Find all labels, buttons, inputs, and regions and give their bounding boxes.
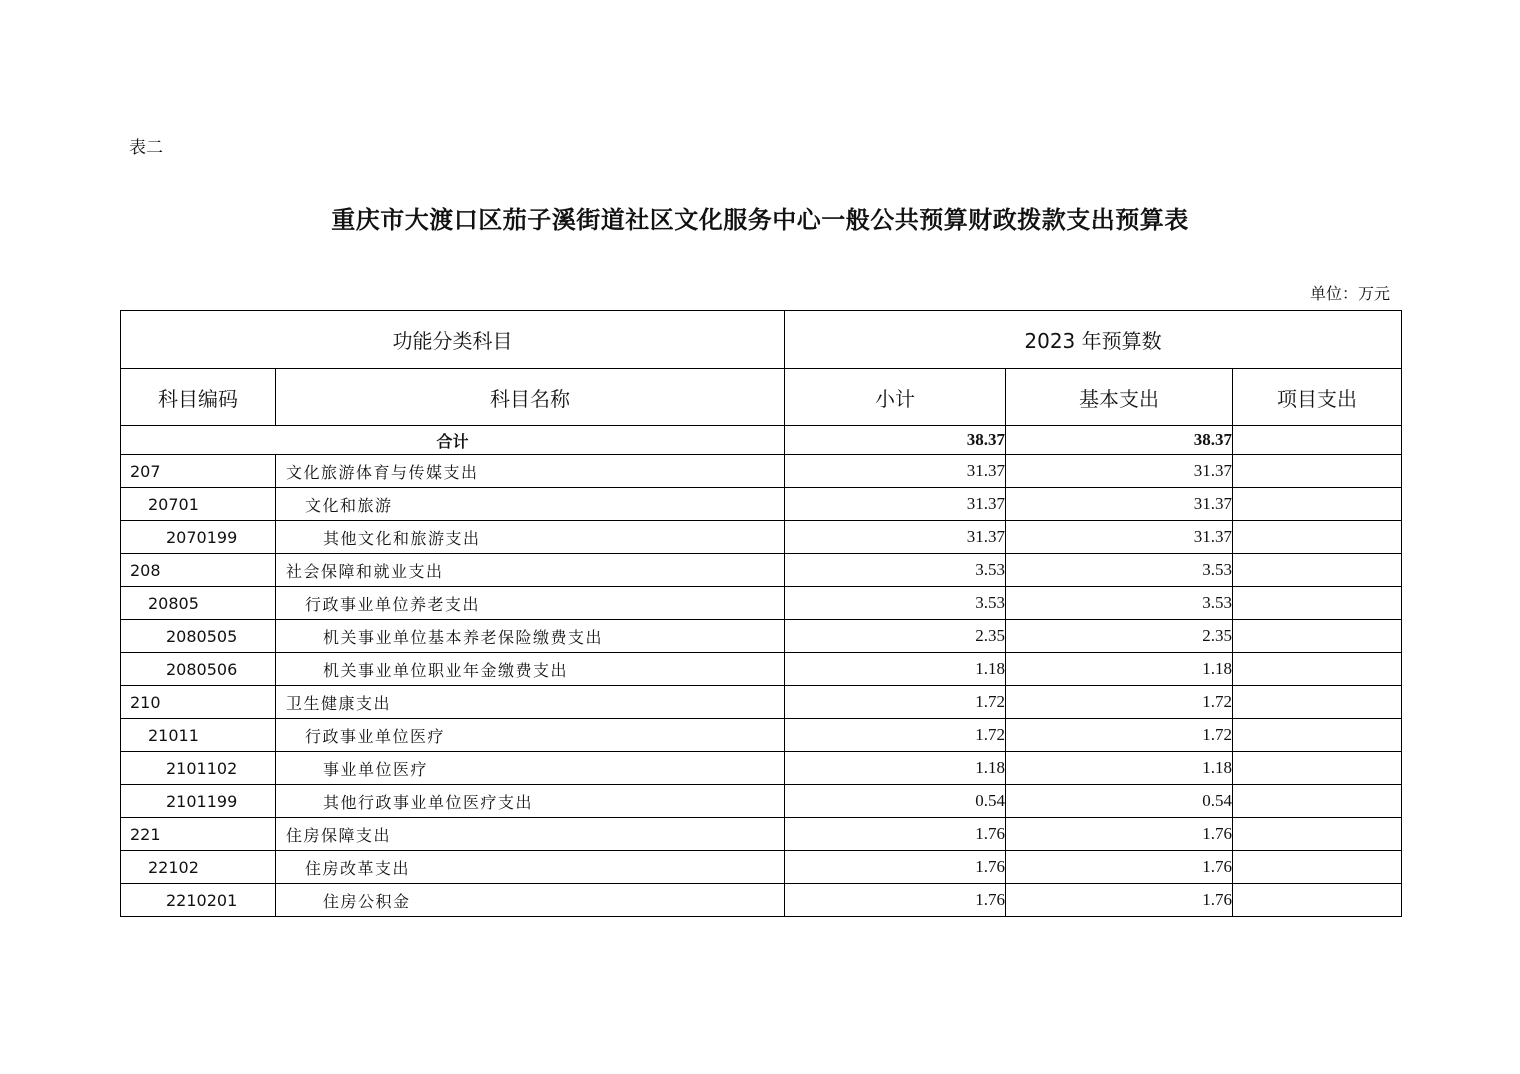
row-name: 住房保障支出 [276, 818, 785, 851]
row-basic: 1.18 [1006, 653, 1233, 686]
row-project [1233, 884, 1402, 917]
row-name: 机关事业单位基本养老保险缴费支出 [276, 620, 785, 653]
row-subtotal: 1.76 [785, 851, 1006, 884]
row-project [1233, 851, 1402, 884]
budget-table [120, 310, 1402, 917]
row-name: 行政事业单位养老支出 [276, 587, 785, 620]
row-basic: 31.37 [1006, 488, 1233, 521]
row-name: 卫生健康支出 [276, 686, 785, 719]
header-basic: 基本支出 [1006, 369, 1233, 426]
row-subtotal: 3.53 [785, 587, 1006, 620]
row-project [1233, 488, 1402, 521]
table-row [121, 686, 1402, 719]
total-label: 合计 [121, 426, 785, 455]
row-subtotal: 2.35 [785, 620, 1006, 653]
row-subtotal: 1.18 [785, 653, 1006, 686]
row-subtotal: 0.54 [785, 785, 1006, 818]
table-row [121, 455, 1402, 488]
row-project [1233, 521, 1402, 554]
table-row [121, 719, 1402, 752]
row-basic: 1.76 [1006, 884, 1233, 917]
header-row-1 [121, 311, 1402, 369]
row-subtotal: 1.76 [785, 818, 1006, 851]
total-row [121, 426, 1402, 455]
table-row [121, 785, 1402, 818]
row-project [1233, 653, 1402, 686]
header-code: 科目编码 [121, 369, 276, 426]
row-code: 2210201 [121, 884, 276, 917]
row-code: 208 [121, 554, 276, 587]
total-project [1233, 426, 1402, 455]
table-row [121, 488, 1402, 521]
row-project [1233, 785, 1402, 818]
table-row [121, 554, 1402, 587]
header-project: 项目支出 [1233, 369, 1402, 426]
header-subtotal: 小计 [785, 369, 1006, 426]
table-row [121, 653, 1402, 686]
row-subtotal: 31.37 [785, 521, 1006, 554]
row-subtotal: 1.76 [785, 884, 1006, 917]
row-name: 机关事业单位职业年金缴费支出 [276, 653, 785, 686]
row-project [1233, 455, 1402, 488]
row-code: 2080506 [121, 653, 276, 686]
header-name: 科目名称 [276, 369, 785, 426]
row-name: 住房改革支出 [276, 851, 785, 884]
row-subtotal: 1.72 [785, 686, 1006, 719]
row-code: 221 [121, 818, 276, 851]
row-project [1233, 719, 1402, 752]
row-basic: 31.37 [1006, 521, 1233, 554]
row-name: 其他行政事业单位医疗支出 [276, 785, 785, 818]
row-basic: 1.72 [1006, 686, 1233, 719]
unit-label: 单位：万元 [1309, 284, 1390, 303]
row-project [1233, 554, 1402, 587]
row-basic: 3.53 [1006, 554, 1233, 587]
row-code: 2101199 [121, 785, 276, 818]
table-row [121, 818, 1402, 851]
total-basic: 38.37 [1006, 426, 1233, 455]
row-code: 2080505 [121, 620, 276, 653]
row-subtotal: 31.37 [785, 455, 1006, 488]
table-row [121, 587, 1402, 620]
table-row [121, 884, 1402, 917]
row-code: 210 [121, 686, 276, 719]
row-basic: 0.54 [1006, 785, 1233, 818]
row-basic: 31.37 [1006, 455, 1233, 488]
header-row-2 [121, 369, 1402, 426]
row-basic: 1.76 [1006, 851, 1233, 884]
row-subtotal: 1.18 [785, 752, 1006, 785]
header-budget-year: 2023 年预算数 [785, 311, 1402, 369]
row-code: 21011 [121, 719, 276, 752]
row-name: 住房公积金 [276, 884, 785, 917]
row-basic: 1.76 [1006, 818, 1233, 851]
row-name: 文化旅游体育与传媒支出 [276, 455, 785, 488]
row-subtotal: 1.72 [785, 719, 1006, 752]
row-name: 行政事业单位医疗 [276, 719, 785, 752]
row-code: 2070199 [121, 521, 276, 554]
row-code: 20701 [121, 488, 276, 521]
table-row [121, 620, 1402, 653]
row-code: 22102 [121, 851, 276, 884]
row-basic: 1.18 [1006, 752, 1233, 785]
row-project [1233, 620, 1402, 653]
row-name: 文化和旅游 [276, 488, 785, 521]
table-row [121, 752, 1402, 785]
row-subtotal: 31.37 [785, 488, 1006, 521]
row-basic: 1.72 [1006, 719, 1233, 752]
total-subtotal: 38.37 [785, 426, 1006, 455]
row-project [1233, 686, 1402, 719]
row-basic: 2.35 [1006, 620, 1233, 653]
header-functional-category: 功能分类科目 [121, 311, 785, 369]
row-project [1233, 587, 1402, 620]
row-code: 207 [121, 455, 276, 488]
row-code: 2101102 [121, 752, 276, 785]
row-project [1233, 818, 1402, 851]
row-name: 其他文化和旅游支出 [276, 521, 785, 554]
table-row [121, 521, 1402, 554]
table-row [121, 851, 1402, 884]
row-name: 社会保障和就业支出 [276, 554, 785, 587]
row-basic: 3.53 [1006, 587, 1233, 620]
row-project [1233, 752, 1402, 785]
row-name: 事业单位医疗 [276, 752, 785, 785]
row-subtotal: 3.53 [785, 554, 1006, 587]
page-title: 重庆市大渡口区茄子溪街道社区文化服务中心一般公共预算财政拨款支出预算表 [331, 205, 1189, 234]
table-label: 表二 [129, 138, 163, 158]
row-code: 20805 [121, 587, 276, 620]
